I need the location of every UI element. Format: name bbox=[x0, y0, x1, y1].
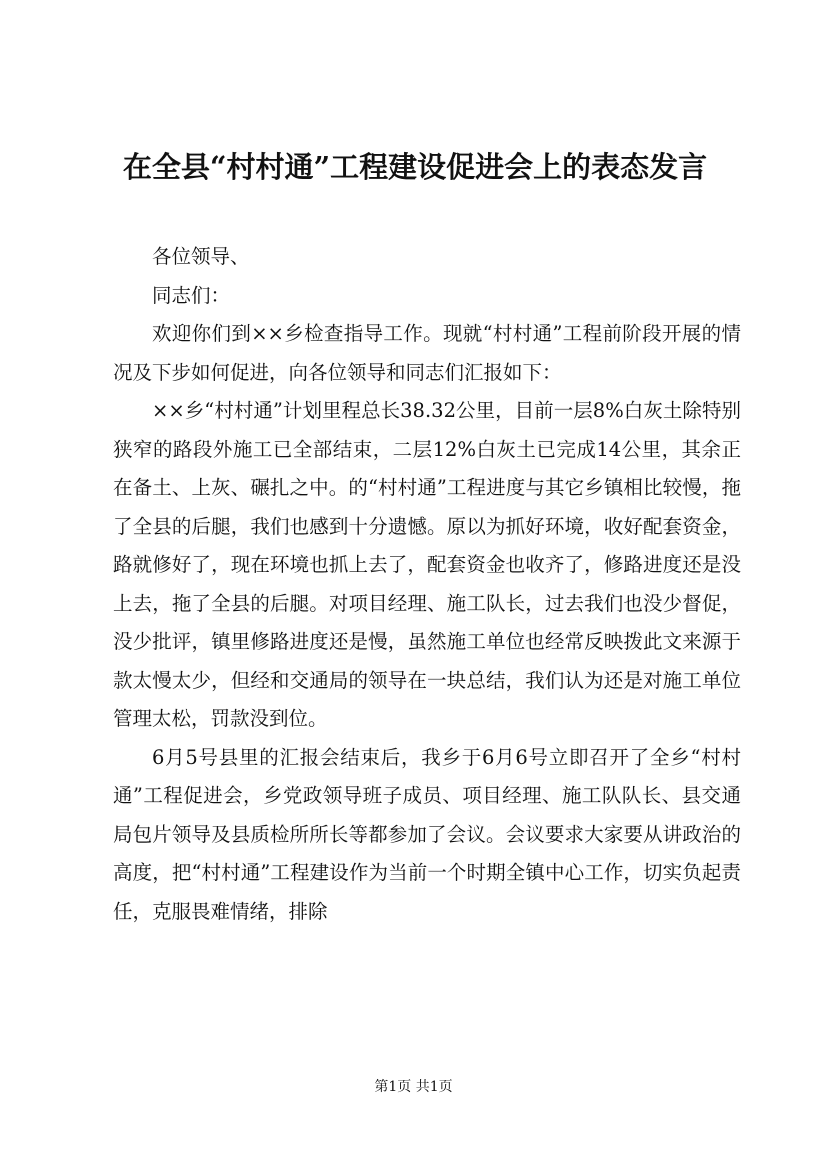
page-footer: 第1页 共1页 bbox=[374, 1079, 453, 1095]
salutation-leaders: 各位领导、 bbox=[152, 245, 250, 268]
document-body bbox=[113, 238, 741, 931]
paragraph-progress: ××乡“村村通”计划里程总长38.32公里，目前一层8%白灰土除特别狭窄的路段外施工已全部结束，二层12%白灰土已完成14公里，其余正在备土、上灰、碾扎之中。的“村村通”工程进度与其它乡镇相比较慢，拖了全县的后腿，我们也感到十分遗憾。原以为抓好环境，收好配套资金，路就修好了，现在环境也抓上去了，配套资金也收齐了，修路进度还是没上去，拖了全县的后腿。对项目经理、施工队长，过去我们也没少督促，没少批评，镇里修路进度还是慢，虽然施工单位也经常反映拨此文来源于款太慢太少，但经和交通局的领导在一块总结，我们认为还是对施工单位管理太松，罚款没到位。 bbox=[113, 399, 741, 730]
paragraph-meeting: 6月5号县里的汇报会结束后，我乡于6月6号立即召开了全乡“村村通”工程促进会，乡党政领导班子成员、项目经理、施工队队长、县交通局包片领导及县质检所所长等都参加了会议。会议要求大家要从讲政治的高度，把“村村通”工程建设作为当前一个时期全镇中心工作，切实负起责任，克服畏难情绪，排除 bbox=[113, 745, 741, 923]
paragraph-welcome: 欢迎你们到××乡检查指导工作。现就“村村通”工程前阶段开展的情况及下步如何促进，向各位领导和同志们汇报如下： bbox=[113, 322, 741, 384]
document-title: 在全县“村村通”工程建设促进会上的表态发言 bbox=[122, 150, 708, 184]
salutation-comrades: 同志们： bbox=[152, 283, 231, 307]
